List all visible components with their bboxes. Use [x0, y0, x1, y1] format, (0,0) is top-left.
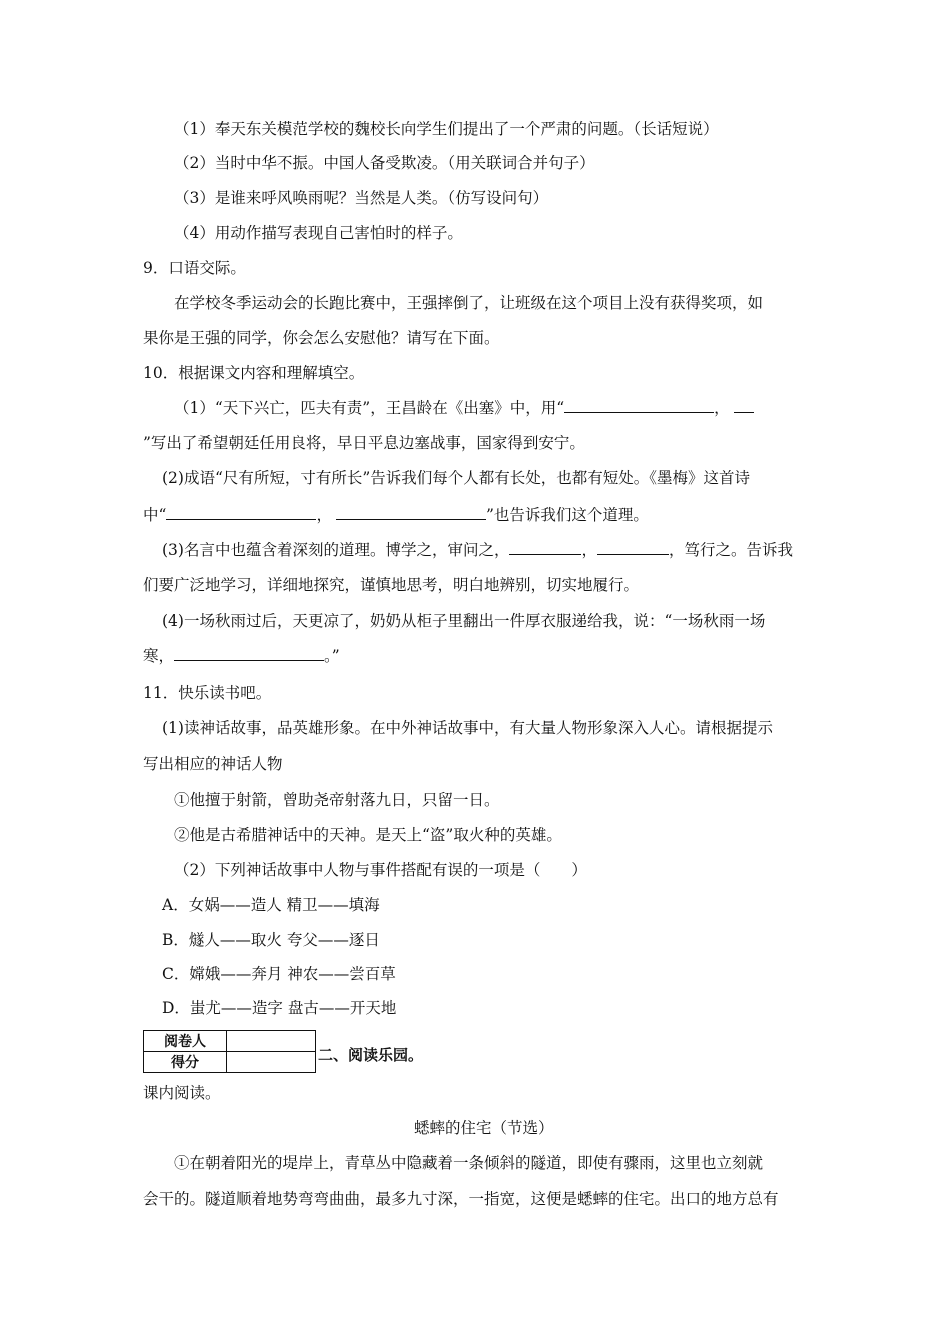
q11-hint-1: ①他擅于射箭，曾助尧帝射落九日，只留一日。: [174, 791, 500, 809]
q9-text-line2: 果你是王强的同学，你会怎么安慰他？请写在下面。: [143, 329, 500, 347]
score-table-row: [144, 1052, 316, 1073]
answer-blank[interactable]: [166, 505, 316, 520]
section-title: 二、阅读乐园。: [318, 1046, 424, 1064]
passage-title: 蟋蟀的住宅（节选）: [414, 1119, 554, 1137]
q11-p2: （2）下列神话故事中人物与事件搭配有误的一项是（ ）: [174, 861, 587, 879]
q10-p2-line1: (2)成语“尺有所短，寸有所长”告诉我们每个人都有长处，也都有短处。《墨梅》这首诗: [162, 469, 751, 487]
score-label: 得分: [144, 1052, 227, 1073]
answer-blank[interactable]: [336, 505, 486, 520]
q10-p3-text-c: ，笃行之。告诉我: [668, 541, 793, 559]
q10-p3-line2: 们要广泛地学习，详细地探究，谨慎地思考，明白地辨别，切实地履行。: [143, 576, 640, 594]
q8-item-3: （3）是谁来呼风唤雨呢？当然是人类。（仿写设问句）: [174, 189, 549, 207]
q11-option-d: D．蚩尤——造字 盘古——开天地: [162, 999, 397, 1017]
q10-p4-text-b: 。”: [324, 647, 340, 665]
reviewer-cell[interactable]: [227, 1031, 316, 1052]
answer-blank[interactable]: [509, 540, 581, 555]
q10-p1-line1: [174, 398, 754, 418]
passage-line-2: 会干的。隧道顺着地势弯弯曲曲，最多九寸深，一指宽，这便是蟋蟀的住宅。出口的地方总有: [143, 1190, 779, 1208]
q10-p4-text-a: 寒，: [143, 647, 175, 665]
score-table-row: [144, 1031, 316, 1052]
answer-blank[interactable]: [564, 398, 714, 413]
q10-p4-line1: (4)一场秋雨过后，天更凉了，奶奶从柜子里翻出一件厚衣服递给我，说：“一场秋雨一场: [162, 612, 766, 630]
q10-p1-text-a: （1）“天下兴亡，匹夫有责”，王昌龄在《出塞》中，用“: [174, 399, 565, 417]
q8-item-4: （4）用动作描写表现自己害怕时的样子。: [174, 224, 463, 242]
q10-p2-text-b: ，: [316, 506, 332, 524]
q9-text-line1: 在学校冬季运动会的长跑比赛中，王强摔倒了，让班级在这个项目上没有获得奖项，如: [174, 294, 764, 312]
section-subtitle: 课内阅读。: [143, 1084, 221, 1102]
passage-line-1: ①在朝着阳光的堤岸上，青草丛中隐藏着一条倾斜的隧道，即使有骤雨，这里也立刻就: [174, 1154, 764, 1172]
q10-p3-text-a: (3)名言中也蕴含着深刻的道理。博学之，审问之，: [162, 541, 510, 559]
score-table: [143, 1030, 316, 1073]
q10-p1-text-b: ，: [714, 399, 730, 417]
q10-p2-line2: [143, 505, 649, 525]
q8-item-2: （2）当时中华不振。中国人备受欺凌。（用关联词合并句子）: [174, 154, 595, 172]
q10-p3-text-b: ，: [581, 541, 597, 559]
q11-title: 11．快乐读书吧。: [143, 684, 272, 702]
q11-p1-line2: 写出相应的神话人物: [143, 755, 283, 773]
score-cell[interactable]: [227, 1052, 316, 1073]
reviewer-label: 阅卷人: [144, 1031, 227, 1052]
q11-option-a: A．女娲——造人 精卫——填海: [162, 896, 380, 914]
answer-blank[interactable]: [174, 646, 324, 661]
q10-p4-line2: [143, 646, 340, 666]
q8-item-1: （1）奉天东关模范学校的魏校长向学生们提出了一个严肃的问题。（长话短说）: [174, 120, 719, 138]
q11-p1-line1: (1)读神话故事，品英雄形象。在中外神话故事中，有大量人物形象深入人心。请根据提示: [162, 719, 773, 737]
q10-p3-line1: [162, 540, 793, 560]
q10-p1-line2: ”写出了希望朝廷任用良将，早日平息边塞战事，国家得到安宁。: [143, 434, 585, 452]
q11-option-c: C．嫦娥——奔月 神农——尝百草: [162, 965, 396, 983]
answer-blank[interactable]: [734, 398, 754, 413]
q10-p2-text-c: ”也告诉我们这个道理。: [485, 506, 649, 524]
answer-blank[interactable]: [597, 540, 669, 555]
q10-p2-text-a: 中“: [143, 506, 167, 524]
q11-option-b: B．燧人——取火 夸父——逐日: [162, 931, 380, 949]
q10-title: 10．根据课文内容和理解填空。: [143, 364, 365, 382]
q11-hint-2: ②他是古希腊神话中的天神。是天上“盗”取火种的英雄。: [174, 826, 562, 844]
q9-title: 9．口语交际。: [143, 259, 246, 277]
